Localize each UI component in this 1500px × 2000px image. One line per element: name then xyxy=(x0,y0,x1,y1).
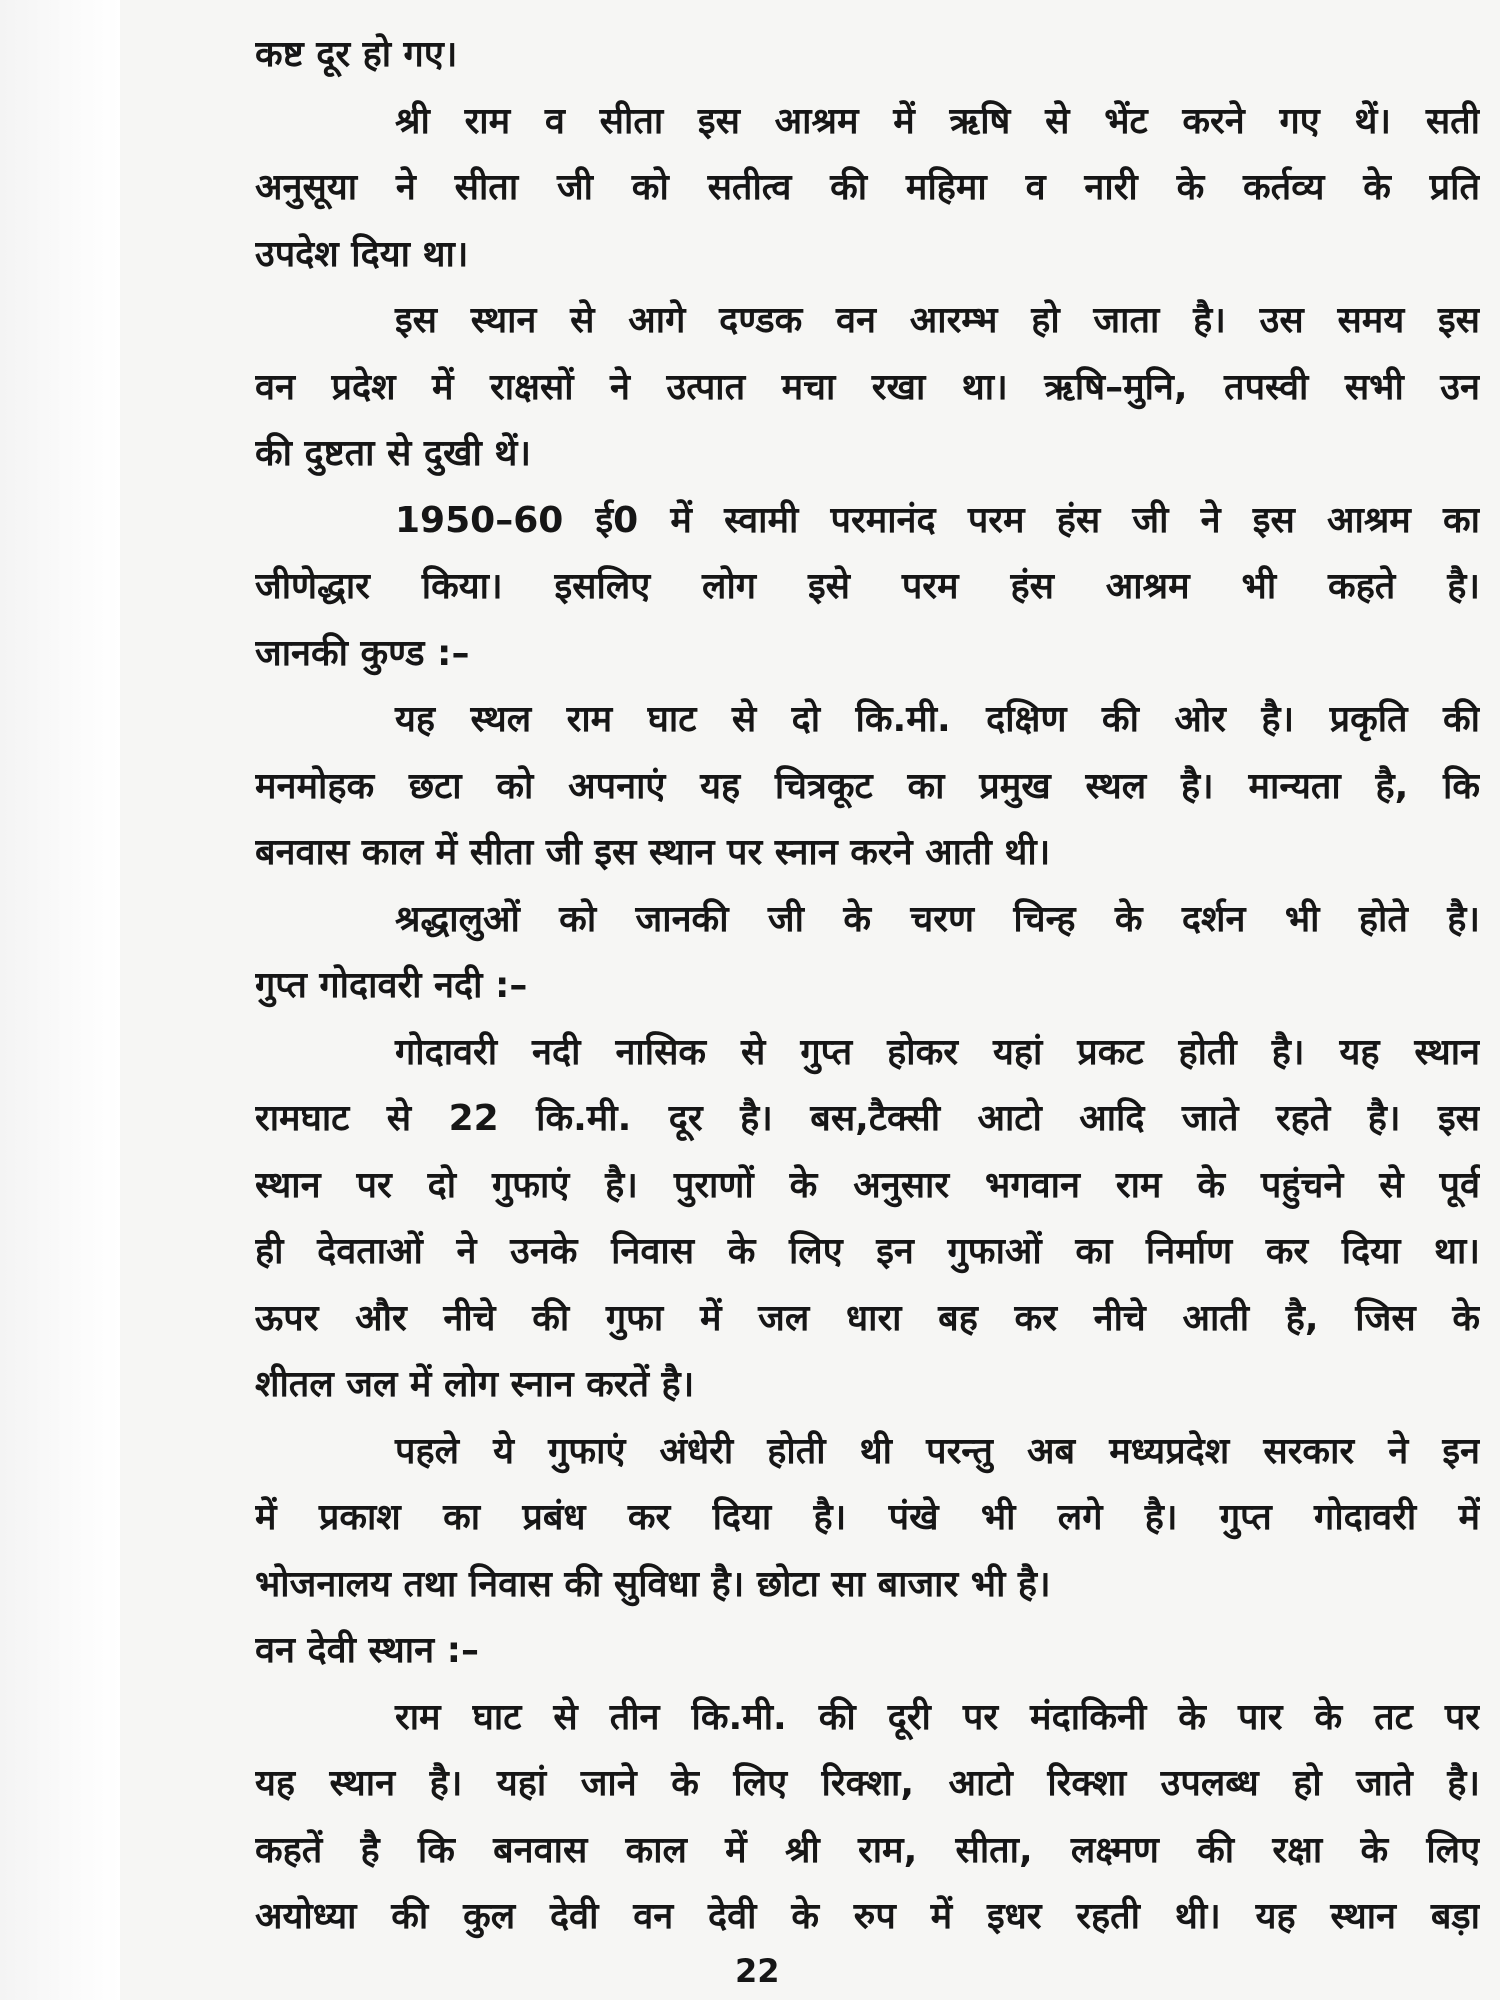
text-line: ही देवताओं ने उनके निवास के लिए इन गुफाओं का निर्माण कर दिया था। xyxy=(255,1231,1480,1272)
text-line: यह स्थल राम घाट से दो कि.मी. दक्षिण की ओर है। प्रकृति की xyxy=(395,699,1480,740)
section-heading-janaki-kund: जानकी कुण्ड :– xyxy=(255,632,470,674)
text-line: पहले ये गुफाएं अंधेरी होती थी परन्तु अब मध्यप्रदेश सरकार ने इन xyxy=(395,1430,1480,1472)
text-line: यह स्थान है। यहां जाने के लिए रिक्शा, आटो रिक्शा उपलब्ध हो जाते है। xyxy=(255,1763,1480,1804)
text-line: राम घाट से तीन कि.मी. की दूरी पर मंदाकिनी के पार के तट पर xyxy=(395,1696,1480,1738)
text-line: की दुष्टता से दुखी थें। xyxy=(255,433,531,474)
text-line: मनमोहक छटा को अपनाएं यह चित्रकूट का प्रमुख स्थल है। मान्यता है, कि xyxy=(255,765,1480,807)
text-line: गोदावरी नदी नासिक से गुप्त होकर यहां प्रकट होती है। यह स्थान xyxy=(395,1031,1480,1073)
text-line: कहतें है कि बनवास काल में श्री राम, सीता, लक्ष्मण की रक्षा के लिए xyxy=(255,1829,1480,1871)
text-line: कष्ट दूर हो गए। xyxy=(255,34,458,75)
text-line: भोजनालय तथा निवास की सुविधा है। छोटा सा बाजार भी है। xyxy=(255,1563,1051,1605)
body-text xyxy=(255,22,1480,1951)
text-line: उपदेश दिया था। xyxy=(255,233,469,275)
text-line: रामघाट से 22 कि.मी. दूर है। बस,टैक्सी आटो आदि जाते रहते है। इस xyxy=(255,1098,1480,1139)
text-line: अयोध्या की कुल देवी वन देवी के रुप में इधर रहती थी। यह स्थान बड़ा xyxy=(255,1896,1480,1937)
text-line: ऊपर और नीचे की गुफा में जल धारा बह कर नीचे आती है, जिस के xyxy=(255,1297,1480,1339)
text-line: में प्रकाश का प्रबंध कर दिया है। पंखे भी लगे है। गुप्त गोदावरी में xyxy=(255,1497,1480,1538)
text-line: जीणेद्धार किया। इसलिए लोग इसे परम हंस आश्रम भी कहते है। xyxy=(255,566,1480,607)
text-line: श्रद्धालुओं को जानकी जी के चरण चिन्ह के दर्शन भी होते है। xyxy=(395,898,1480,940)
text-line: अनुसूया ने सीता जी को सतीत्व की महिमा व नारी के कर्तव्य के प्रति xyxy=(255,167,1480,208)
book-page xyxy=(120,0,1500,2000)
page-number: 22 xyxy=(735,1952,780,1990)
text-line: 1950–60 ई0 में स्वामी परमानंद परम हंस जी ने इस आश्रम का xyxy=(395,499,1480,541)
scan-margin xyxy=(0,0,120,2000)
text-line: स्थान पर दो गुफाएं है। पुराणों के अनुसार भगवान राम के पहुंचने से पूर्व xyxy=(255,1164,1480,1206)
text-line: शीतल जल में लोग स्नान करतें है। xyxy=(255,1364,695,1405)
section-heading-van-devi: वन देवी स्थान :– xyxy=(255,1630,480,1671)
text-line: श्री राम व सीता इस आश्रम में ऋषि से भेंट करने गए थें। सती xyxy=(395,100,1480,142)
text-line: इस स्थान से आगे दण्डक वन आरम्भ हो जाता है। उस समय इस xyxy=(395,300,1480,341)
text-line: वन प्रदेश में राक्षसों ने उत्पात मचा रखा था। ऋषि–मुनि, तपस्वी सभी उन xyxy=(255,366,1480,408)
section-heading-gupt-godavari: गुप्त गोदावरी नदी :– xyxy=(255,965,528,1006)
text-line: बनवास काल में सीता जी इस स्थान पर स्नान करने आती थी। xyxy=(255,832,1051,873)
